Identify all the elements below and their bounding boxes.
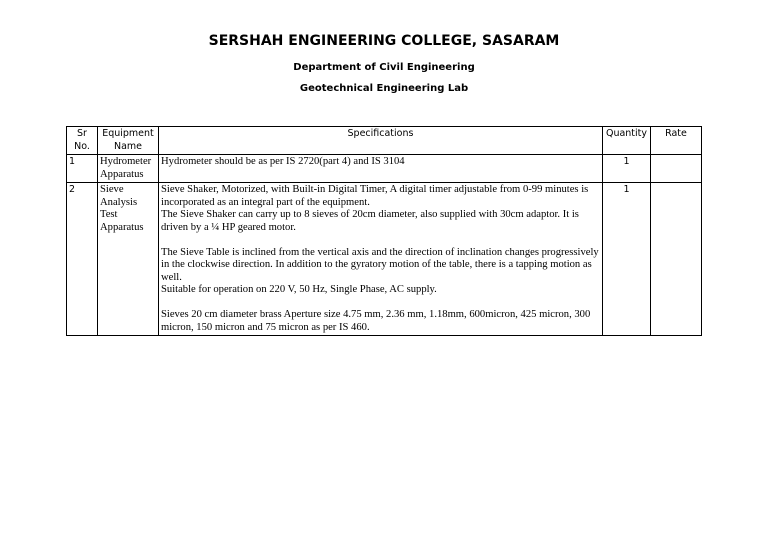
department-subtitle: Department of Civil Engineering (293, 62, 475, 73)
header-rate: Rate (651, 127, 702, 155)
header-specifications: Specifications (159, 127, 603, 155)
cell-equipment-name: Sieve Analysis Test Apparatus (98, 183, 159, 336)
spec-paragraph: Suitable for operation on 220 V, 50 Hz, Single Phase, AC supply. (161, 284, 437, 296)
cell-specifications (159, 183, 603, 336)
header-quantity: Quantity (603, 127, 651, 155)
table-row (67, 155, 702, 183)
spec-paragraph: The Sieve Shaker can carry up to 8 sieves of 20cm diameter, also supplied with 30cm adaptor. It is driven by a ¼ HP geared motor. (161, 209, 579, 233)
table-header-row (67, 127, 702, 155)
header-sr-no: Sr No. (67, 127, 98, 155)
cell-sr-no: 1 (67, 155, 98, 183)
spec-paragraph: Hydrometer should be as per IS 2720(part 4) and IS 3104 (161, 156, 405, 167)
equipment-table (66, 126, 702, 336)
cell-quantity: 1 (603, 183, 651, 336)
lab-subtitle: Geotechnical Engineering Lab (299, 83, 469, 94)
paragraph-gap (161, 235, 600, 247)
header-equipment-name: Equipment Name (98, 127, 159, 155)
paragraph-gap (161, 297, 600, 309)
spec-paragraph: Sieves 20 cm diameter brass Aperture size 4.75 mm, 2.36 mm, 1.18mm, 600micron, 425 micron, 300 micron, 150 micron and 75 micron as per IS 460. (161, 308, 591, 333)
cell-quantity: 1 (603, 155, 651, 183)
cell-rate (651, 183, 702, 336)
cell-equipment-name: Hydrometer Apparatus (98, 155, 159, 183)
spec-paragraph: The Sieve Table is inclined from the vertical axis and the direction of inclination changes progressively in the clockwise direction. In addition to the gyratory motion of the table, there is a tapping motion as well. (161, 246, 599, 283)
cell-sr-no: 2 (67, 183, 98, 336)
college-title: SERSHAH ENGINEERING COLLEGE, SASARAM (208, 33, 560, 49)
cell-rate (651, 155, 702, 183)
table-row (67, 183, 702, 336)
spec-paragraph: Sieve Shaker, Motorized, with Built-in Digital Timer, A digital timer adjustable from 0-99 minutes is incorporated as an integral part of the equipment. (161, 184, 589, 208)
cell-specifications (159, 155, 603, 183)
